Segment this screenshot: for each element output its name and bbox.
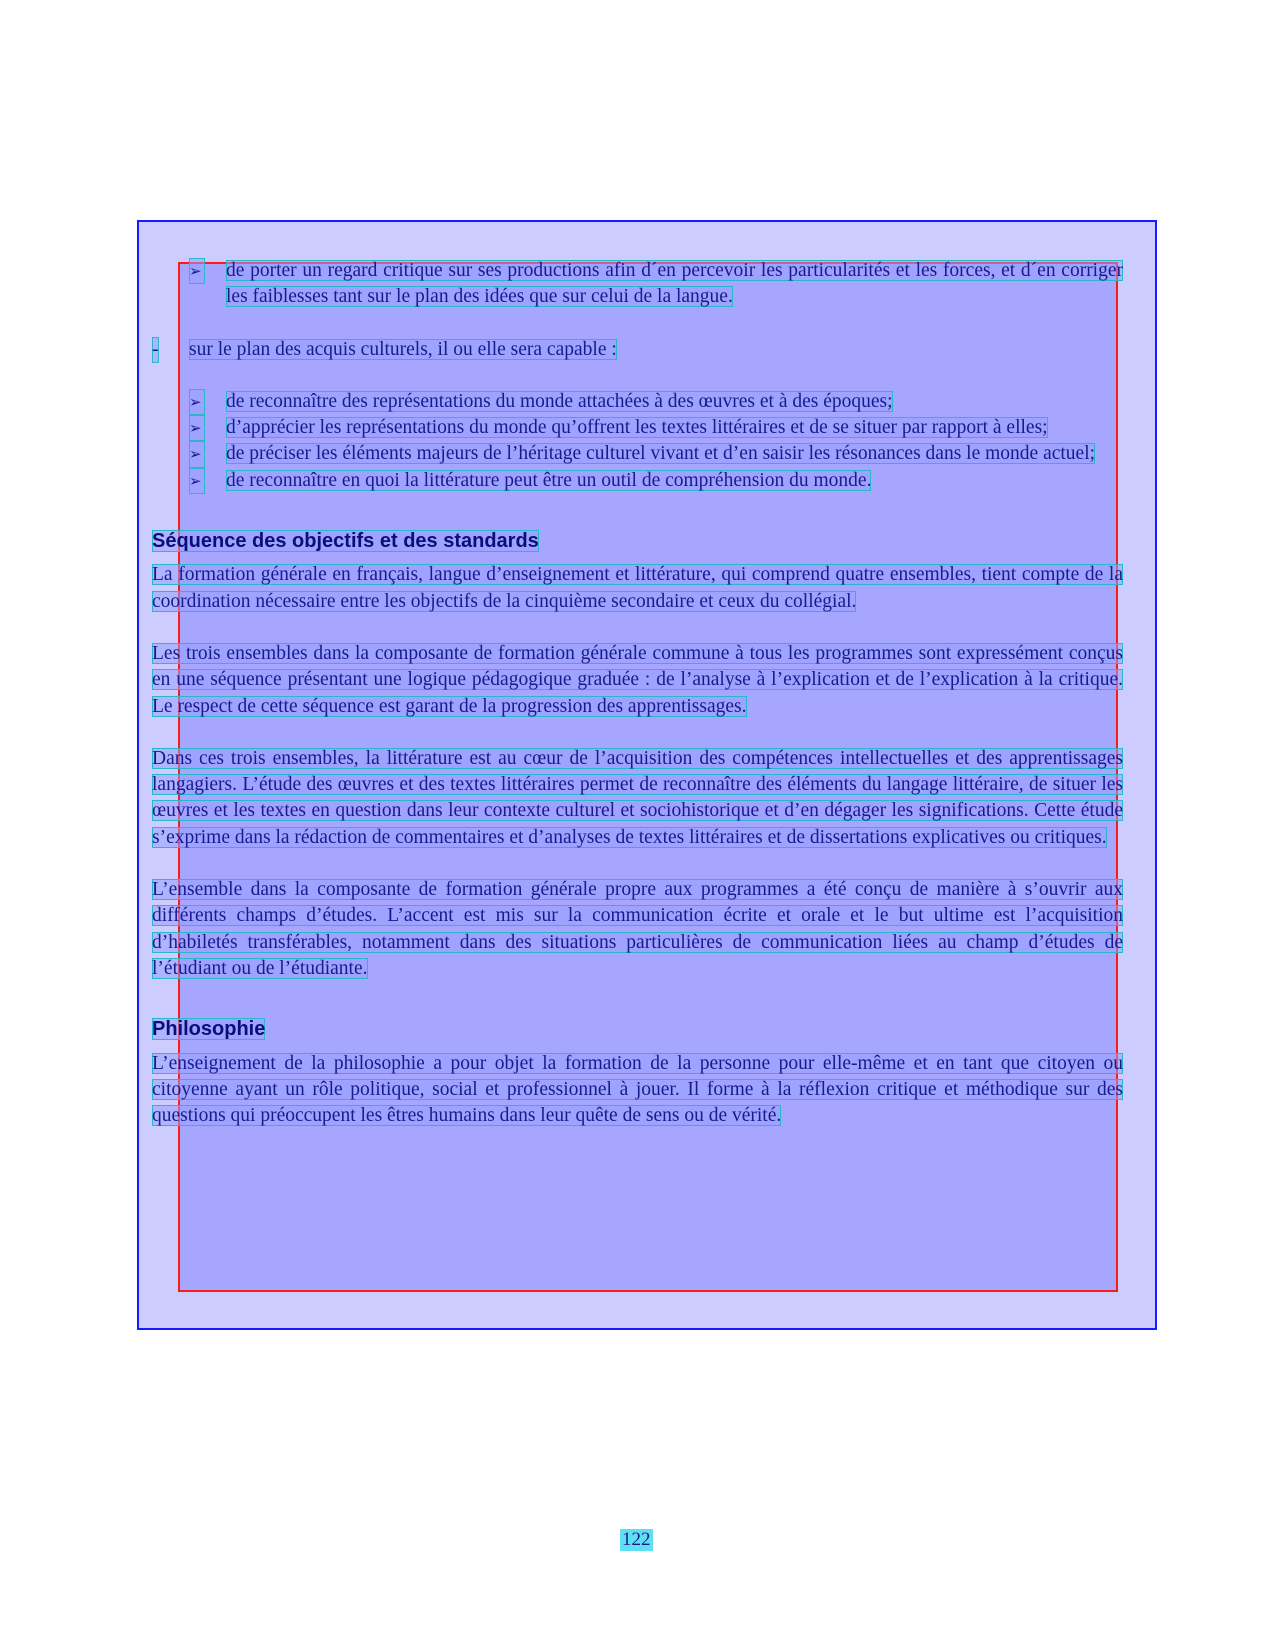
sub-intro	[152, 337, 1123, 363]
list-item	[189, 468, 1123, 494]
arrow-bullet-icon: ➢	[189, 441, 205, 467]
sub-intro-text: sur le plan des acquis culturels, il ou elle sera capable :	[189, 338, 617, 360]
list-item	[189, 389, 1123, 415]
dash-bullet: -	[152, 337, 159, 363]
paragraph-text: Les trois ensembles dans la composante de formation générale commune à tous les programmes sont expressément conçus en une séquence présentant une logique pédagogique graduée : de l’analyse à l’explication et de l’explication à la critique. Le respect de cette séquence est garant de la progression des apprentissages.	[152, 642, 1123, 717]
paragraph	[152, 877, 1123, 982]
list-item-text: de reconnaître des représentations du monde attachées à des œuvres et à des époques;	[226, 390, 893, 412]
arrow-bullet-icon: ➢	[189, 258, 205, 284]
section-heading-text: Philosophie	[152, 1018, 266, 1041]
list-item	[189, 441, 1123, 467]
paragraph	[152, 641, 1123, 720]
section-heading	[152, 528, 1123, 554]
section-heading	[152, 1016, 1123, 1042]
arrow-bullet-icon: ➢	[189, 415, 205, 441]
list-item-text: d’apprécier les représentations du monde qu’offrent les textes littéraires et de se situer par rapport à elles;	[226, 417, 1048, 439]
arrow-bullet-icon: ➢	[189, 468, 205, 494]
paragraph-text: L’ensemble dans la composante de formation générale propre aux programmes a été conçu de manière à s’ouvrir aux différents champs d’études. L’accent est mis sur la communication écrite et orale et le but ultime est l’acquisition d’habiletés transférables, notamment dans des situations particulières de communication liées au champ d’études de l’étudiant ou de l’étudiante.	[152, 879, 1123, 979]
paragraph-text: La formation générale en français, langue d’enseignement et littérature, qui comprend quatre ensembles, tient compte de la coordination nécessaire entre les objectifs de la cinquième secondaire et ceux du collégial.	[152, 564, 1123, 612]
list-item-text: de préciser les éléments majeurs de l’héritage culturel vivant et d’en saisir les résonances dans le monde actuel;	[226, 443, 1096, 465]
paragraph-text: Dans ces trois ensembles, la littérature est au cœur de l’acquisition des compétences intellectuelles et des apprentissages langagiers. L’étude des œuvres et des textes littéraires permet de reconnaître des éléments du langage littéraire, de situer les œuvres et les textes en question dans leur contexte culturel et sociohistorique et d’en dégager les significations. Cette étude s’exprime dans la rédaction de commentaires et d’analyses de textes littéraires et de dissertations explicatives ou critiques.	[152, 747, 1123, 848]
paragraph	[152, 746, 1123, 851]
arrow-bullet-icon: ➢	[189, 389, 205, 415]
bullet-list-2	[152, 389, 1123, 494]
paragraph	[152, 562, 1123, 615]
document-body	[152, 258, 1123, 1155]
list-item	[189, 415, 1123, 441]
list-item	[189, 258, 1123, 311]
list-item-text: de porter un regard critique sur ses productions afin d´en percevoir les particularités et les forces, et d´en corriger les faiblesses tant sur le plan des idées que sur celui de la langue.	[226, 260, 1123, 308]
paragraph-text: L’enseignement de la philosophie a pour objet la formation de la personne pour elle-même et en tant que citoyen ou citoyenne ayant un rôle politique, social et professionnel à jouer. Il forme à la réflexion critique et méthodique sur des questions qui préoccupent les êtres humains dans leur quête de sens ou de vérité.	[152, 1052, 1123, 1127]
list-item-text: de reconnaître en quoi la littérature peut être un outil de compréhension du monde.	[226, 469, 872, 491]
page-number: 122	[622, 1529, 651, 1550]
bullet-list-1	[152, 258, 1123, 311]
section-heading-text: Séquence des objectifs et des standards	[152, 530, 539, 553]
paragraph	[152, 1051, 1123, 1130]
